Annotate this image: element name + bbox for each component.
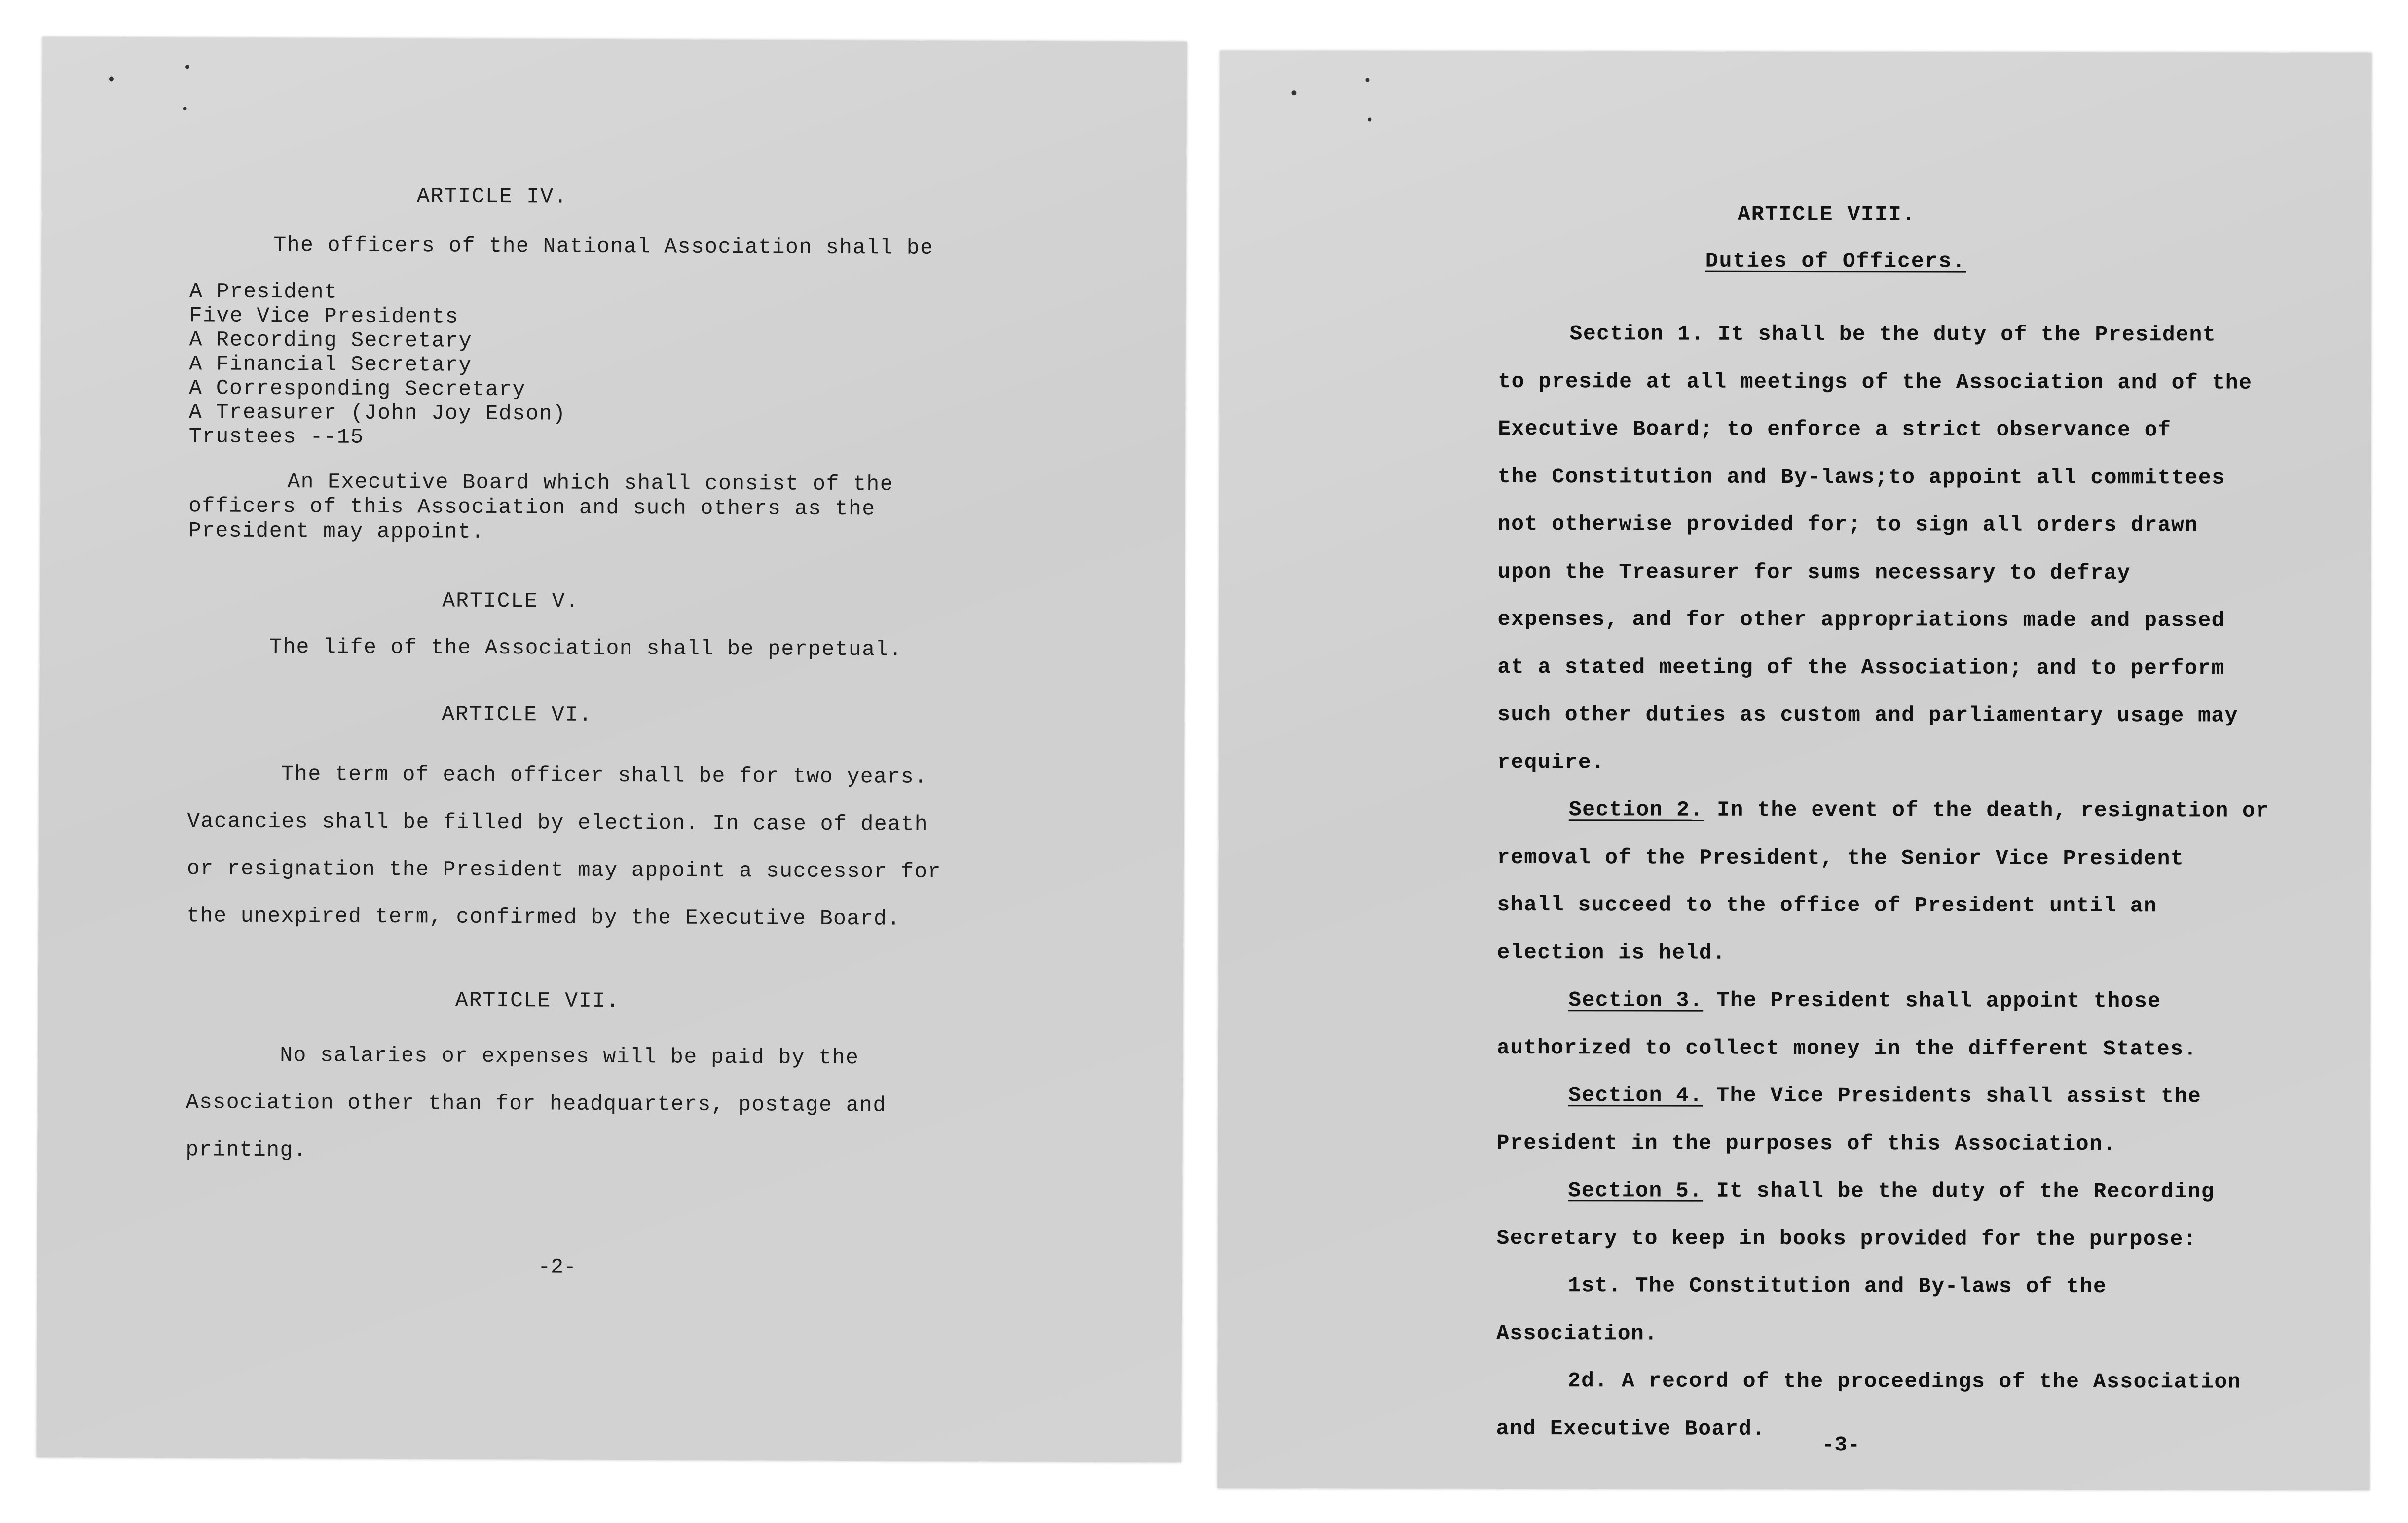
text-line: It shall be the duty of the Recording bbox=[1716, 1178, 2215, 1204]
officer-item: A Financial Secretary bbox=[189, 352, 472, 377]
section-5-label: Section 5. bbox=[1568, 1178, 1703, 1203]
text-line: the Constitution and By-laws;to appoint all committees bbox=[1497, 464, 2225, 490]
paper-speck bbox=[1291, 90, 1296, 95]
page-number: -3- bbox=[1821, 1433, 1860, 1457]
text-line: The term of each officer shall be for two years. bbox=[281, 762, 928, 789]
section-1-first-line bbox=[1498, 310, 2270, 359]
text-line: printing. bbox=[185, 1137, 307, 1162]
text-line: Association other than for headquarters, postage and bbox=[185, 1090, 887, 1118]
text-line: President may appoint. bbox=[188, 518, 485, 544]
article-6-heading: ARTICLE VI. bbox=[442, 702, 593, 727]
text-line: 2d. A record of the proceedings of the Association bbox=[1567, 1369, 2242, 1394]
text-line: at a stated meeting of the Association; and to perform bbox=[1497, 654, 2225, 681]
officer-item: A Corresponding Secretary bbox=[189, 376, 526, 402]
article-6-paragraph bbox=[186, 750, 942, 943]
text-line: Vacancies shall be filled by election. In case of death bbox=[187, 809, 928, 836]
text-line: shall succeed to the office of President until an bbox=[1497, 892, 2157, 918]
article-7-heading: ARTICLE VII. bbox=[455, 988, 620, 1014]
text-line: Executive Board; to enforce a strict observance of bbox=[1498, 416, 2172, 442]
section-5-first-line bbox=[1496, 1167, 2268, 1216]
officer-item: Five Vice Presidents bbox=[189, 303, 459, 329]
article-8-heading: ARTICLE VIII. bbox=[1737, 202, 1916, 227]
paper-speck bbox=[1368, 117, 1371, 121]
section-2-label: Section 2. bbox=[1568, 798, 1704, 822]
page-right bbox=[1217, 51, 2371, 1490]
text-line: expenses, and for other appropriations made and passed bbox=[1497, 607, 2225, 633]
officer-item: A Recording Secretary bbox=[189, 327, 473, 353]
text-line: President in the purposes of this Association. bbox=[1496, 1130, 2116, 1156]
officer-item: Trustees --15 bbox=[188, 424, 364, 449]
paper-speck bbox=[109, 77, 114, 82]
text-line: The Vice Presidents shall assist the bbox=[1716, 1083, 2202, 1109]
text-line: Association. bbox=[1496, 1321, 1658, 1346]
text-line: the unexpired term, confirmed by the Executive Board. bbox=[186, 904, 901, 931]
text-line: election is held. bbox=[1497, 940, 1726, 965]
text-line: 1st. The Constitution and By-laws of the bbox=[1568, 1273, 2107, 1299]
text-line: such other duties as custom and parliamentary usage may bbox=[1497, 702, 2238, 728]
text-line: upon the Treasurer for sums necessary to defray bbox=[1497, 559, 2131, 585]
article-4-intro: The officers of the National Association shall be bbox=[273, 232, 934, 260]
section-1-label: Section 1. bbox=[1569, 322, 1704, 346]
section-4-first-line bbox=[1497, 1072, 2269, 1121]
text-line: to preside at all meetings of the Association and of the bbox=[1498, 369, 2253, 395]
text-line: The President shall appoint those bbox=[1716, 988, 2161, 1014]
duties-subheading: Duties of Officers. bbox=[1705, 249, 1966, 274]
text-line: authorized to collect money in the different States. bbox=[1496, 1035, 2197, 1061]
article-4-heading: ARTICLE IV. bbox=[416, 184, 568, 209]
section-3-label: Section 3. bbox=[1568, 988, 1704, 1013]
paper-speck bbox=[1365, 78, 1369, 82]
section-2-first-line bbox=[1497, 786, 2269, 835]
section-3-first-line bbox=[1497, 977, 2269, 1025]
text-line: Secretary to keep in books provided for the purpose: bbox=[1496, 1226, 2197, 1251]
text-line: An Executive Board which shall consist of the bbox=[287, 470, 894, 497]
text-line: and Executive Board. bbox=[1496, 1416, 1766, 1441]
text-line: removal of the President, the Senior Vice President bbox=[1497, 845, 2185, 870]
text-line: officers of this Association and such others as the bbox=[188, 494, 876, 521]
text-line: not otherwise provided for; to sign all orders drawn bbox=[1497, 511, 2198, 538]
officer-item: A Treasurer (John Joy Edson) bbox=[188, 400, 566, 426]
section-4-label: Section 4. bbox=[1568, 1083, 1703, 1108]
article-8-body bbox=[1496, 310, 2270, 1454]
text-line: require. bbox=[1497, 750, 1605, 774]
article-5-heading: ARTICLE V. bbox=[442, 588, 580, 614]
page-left bbox=[37, 37, 1187, 1462]
paper-speck bbox=[183, 107, 187, 110]
text-line: No salaries or expenses will be paid by the bbox=[280, 1043, 859, 1070]
paper-speck bbox=[185, 65, 189, 69]
text-line: In the event of the death, resignation or bbox=[1717, 798, 2269, 823]
executive-board-paragraph bbox=[188, 469, 893, 546]
article-7-paragraph bbox=[185, 1031, 887, 1176]
text-line: It shall be the duty of the President bbox=[1717, 322, 2217, 347]
page-number: -2- bbox=[538, 1255, 576, 1279]
article-5-text: The life of the Association shall be perpetual. bbox=[269, 634, 903, 662]
text-line: or resignation the President may appoint a successor for bbox=[186, 856, 942, 884]
officer-item: A President bbox=[189, 279, 338, 304]
